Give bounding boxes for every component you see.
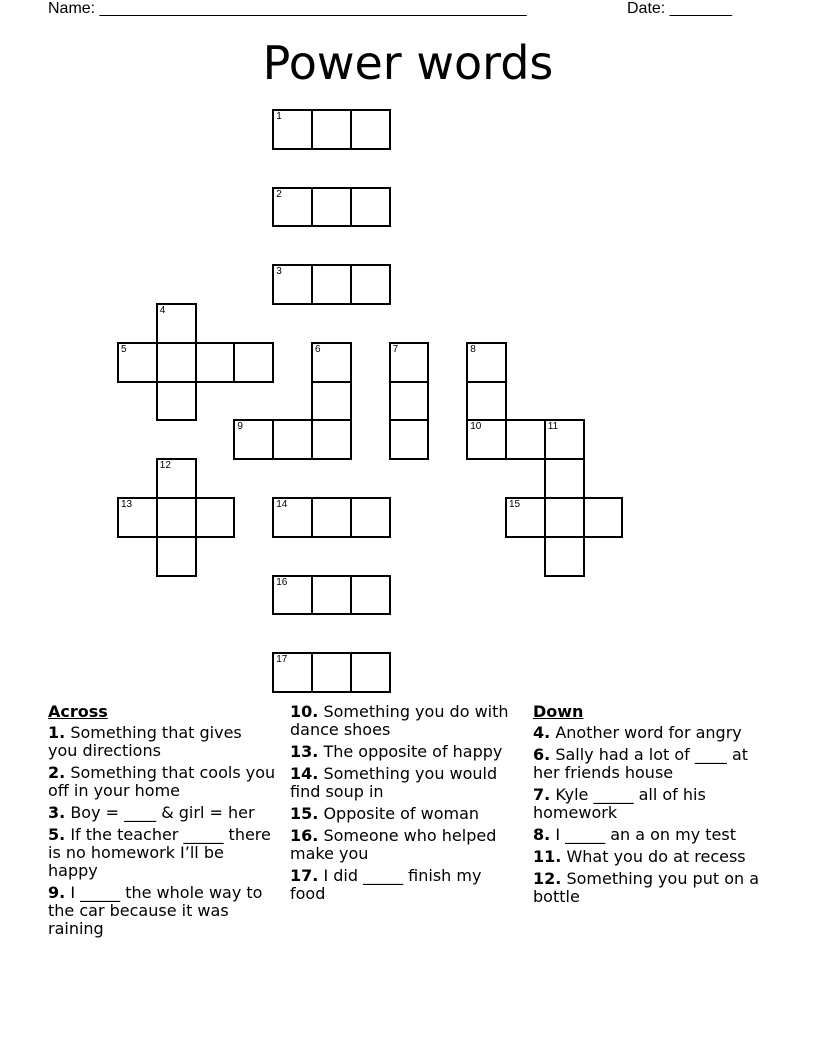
clue-text: The opposite of happy (323, 742, 503, 761)
grid-cell[interactable] (389, 381, 430, 422)
grid-cell[interactable] (272, 187, 313, 228)
grid-cell[interactable] (505, 497, 546, 538)
clue-text: Something you do with dance shoes (290, 702, 509, 739)
grid-cell[interactable] (350, 109, 391, 150)
clue-number: 9. (48, 883, 66, 902)
grid-cell[interactable] (350, 575, 391, 616)
grid-cell[interactable] (195, 497, 236, 538)
clue-item (48, 804, 276, 822)
cell-number: 12 (159, 460, 171, 472)
grid-cell[interactable] (272, 497, 313, 538)
clue-number: 1. (48, 723, 66, 742)
clue-text: I _____ an a on my test (555, 825, 737, 844)
grid-cell[interactable] (156, 381, 197, 422)
clue-number: 10. (290, 702, 319, 721)
cell-number: 10 (470, 421, 482, 433)
grid-cell[interactable] (350, 497, 391, 538)
grid-cell[interactable] (389, 342, 430, 383)
cell-number: 5 (121, 343, 127, 355)
grid-cell[interactable] (311, 187, 352, 228)
grid-cell[interactable] (117, 342, 158, 383)
clue-item (290, 827, 518, 863)
name-field: Name: ________________________________________________ (48, 0, 527, 17)
clue-item (533, 724, 761, 742)
clue-number: 13. (290, 742, 319, 761)
clue-item (290, 867, 518, 903)
clue-item (48, 764, 276, 800)
clue-text: Boy = ____ & girl = her (70, 803, 255, 822)
clue-number: 15. (290, 804, 319, 823)
clue-item (533, 870, 761, 906)
clue-text: Another word for angry (555, 723, 742, 742)
clue-number: 4. (533, 723, 551, 742)
clue-text: Something you put on a bottle (533, 869, 760, 906)
grid-cell[interactable] (195, 342, 236, 383)
grid-cell[interactable] (544, 497, 585, 538)
clue-text: Something that gives you directions (48, 723, 242, 760)
clue-number: 12. (533, 869, 562, 888)
grid-cell[interactable] (311, 575, 352, 616)
grid-cell[interactable] (389, 419, 430, 460)
clue-item (533, 826, 761, 844)
grid-cell[interactable] (156, 536, 197, 577)
clue-item (533, 746, 761, 782)
grid-cell[interactable] (233, 342, 274, 383)
down-heading: Down (533, 702, 584, 721)
cell-number: 7 (392, 343, 399, 355)
grid-cell[interactable] (272, 419, 313, 460)
grid-cell[interactable] (156, 497, 197, 538)
grid-cell[interactable] (350, 652, 391, 693)
across-clues (48, 703, 276, 942)
clue-text: If the teacher _____ there is no homework I’ll be happy (48, 825, 271, 880)
cell-number: 15 (509, 499, 521, 510)
clue-text: Something you would find soup in (290, 764, 498, 801)
clue-number: 3. (48, 803, 66, 822)
clue-text: Sally had a lot of ____ at her friends house (533, 745, 749, 782)
grid-cell[interactable] (311, 342, 352, 383)
grid-cell[interactable] (272, 652, 313, 693)
clue-item (533, 786, 761, 822)
grid-cell[interactable] (466, 342, 507, 383)
grid-cell[interactable] (311, 381, 352, 422)
clue-text: What you do at recess (566, 847, 746, 866)
date-field: Date: _______ (627, 0, 732, 17)
clue-text: I _____ the whole way to the car because it was raining (48, 883, 263, 938)
grid-cell[interactable] (311, 264, 352, 305)
cell-number: 11 (547, 421, 559, 433)
grid-cell[interactable] (505, 419, 546, 460)
grid-cell[interactable] (466, 419, 507, 460)
grid-cell[interactable] (544, 536, 585, 577)
grid-cell[interactable] (156, 342, 197, 383)
clue-item (48, 724, 276, 760)
clue-number: 16. (290, 826, 319, 845)
cell-number: 17 (276, 654, 288, 666)
cell-number: 16 (276, 576, 288, 588)
cell-number: 4 (159, 305, 166, 316)
clue-item (290, 743, 518, 761)
across-heading: Across (48, 702, 108, 721)
cell-number: 14 (276, 499, 288, 510)
grid-cell[interactable] (311, 497, 352, 538)
cell-number: 8 (470, 343, 476, 355)
grid-cell[interactable] (544, 419, 585, 460)
clue-number: 17. (290, 866, 319, 885)
grid-cell[interactable] (272, 575, 313, 616)
clue-text: I did _____ finish my food (290, 866, 482, 903)
page-title: Power words (262, 36, 554, 90)
grid-cell[interactable] (350, 264, 391, 305)
clue-number: 14. (290, 764, 319, 783)
clue-text: Someone who helped make you (290, 826, 497, 863)
clue-number: 8. (533, 825, 551, 844)
cell-number: 1 (276, 111, 282, 122)
cell-number: 3 (276, 266, 282, 278)
clue-item (290, 805, 518, 823)
clue-item (290, 703, 518, 739)
cell-number: 9 (237, 421, 243, 433)
grid-cell[interactable] (233, 419, 274, 460)
grid-cell[interactable] (466, 381, 507, 422)
grid-cell[interactable] (156, 458, 197, 499)
clue-item (533, 848, 761, 866)
cell-number: 2 (276, 188, 282, 200)
grid-cell[interactable] (583, 497, 624, 538)
clue-number: 2. (48, 763, 66, 782)
grid-cell[interactable] (311, 419, 352, 460)
clue-text: Opposite of woman (323, 804, 480, 823)
grid-cell[interactable] (156, 303, 197, 344)
clue-item (290, 765, 518, 801)
grid-cell[interactable] (311, 652, 352, 693)
grid-cell[interactable] (311, 109, 352, 150)
grid-cell[interactable] (350, 187, 391, 228)
grid-cell[interactable] (544, 458, 585, 499)
across-clues-continued (290, 703, 518, 907)
grid-cell[interactable] (117, 497, 158, 538)
cell-number: 13 (121, 499, 133, 510)
clue-text: Something that cools you off in your home (48, 763, 276, 800)
clue-number: 5. (48, 825, 66, 844)
clue-number: 11. (533, 847, 562, 866)
grid-cell[interactable] (272, 109, 313, 150)
down-clues (533, 703, 761, 910)
clue-number: 6. (533, 745, 551, 764)
clue-item (48, 884, 276, 938)
grid-cell[interactable] (272, 264, 313, 305)
clue-text: Kyle _____ all of his homework (533, 785, 706, 822)
cell-number: 6 (315, 343, 321, 355)
clue-number: 7. (533, 785, 551, 804)
clue-item (48, 826, 276, 880)
